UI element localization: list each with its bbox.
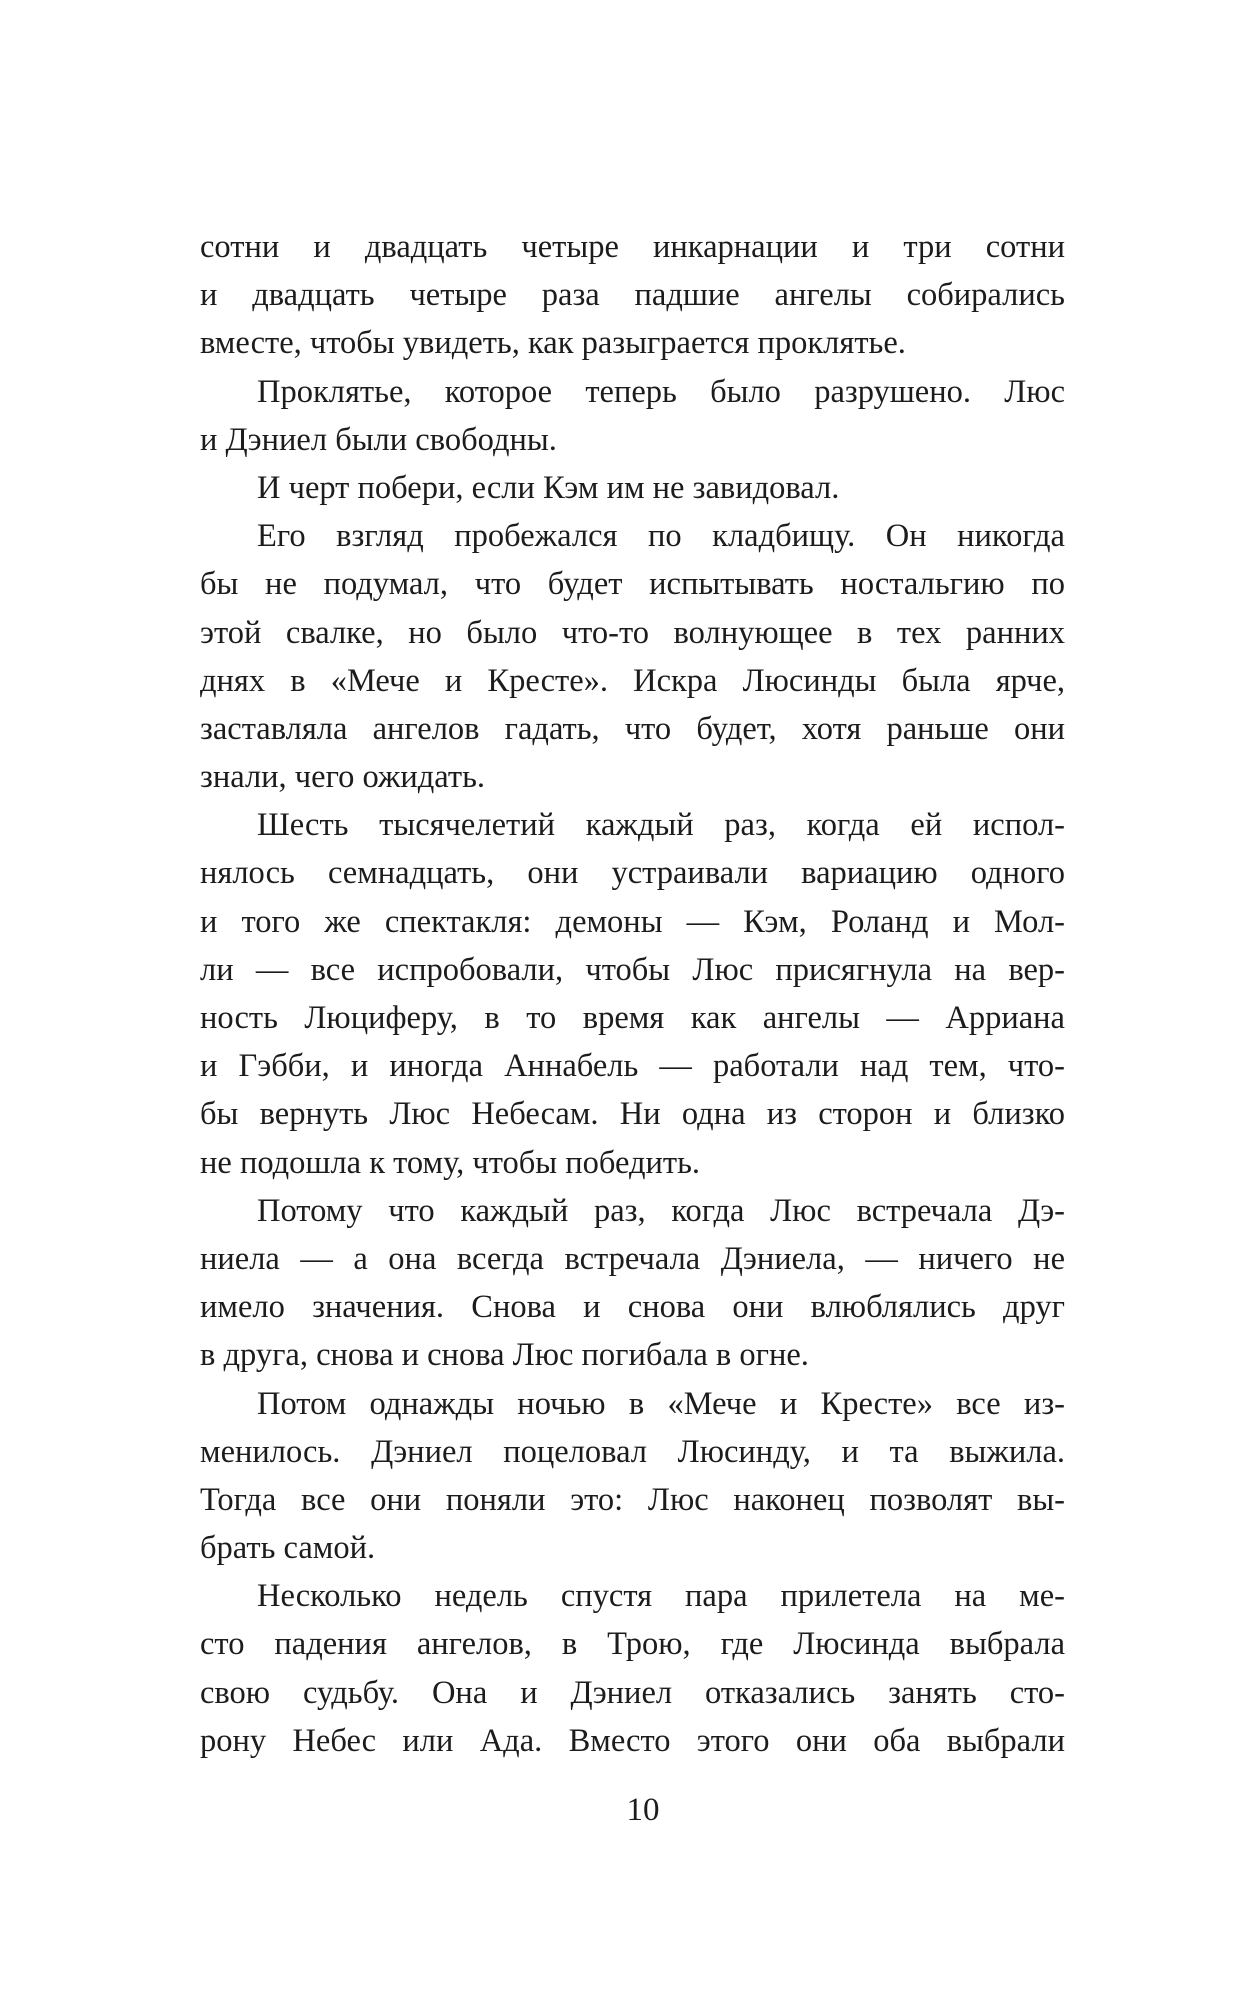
paragraph	[200, 464, 1065, 512]
text-line: Тогда все они поняли это: Люс наконец позволят вы-	[200, 1481, 1065, 1518]
text-line: сто падения ангелов, в Трою, где Люсинда выбрала	[200, 1626, 1065, 1663]
text-line: менилось. Дэниел поцеловал Люсинду, и та выжила.	[200, 1433, 1065, 1470]
text-line: Его взгляд пробежался по кладбищу. Он никогда	[257, 518, 1065, 555]
text-line: И черт побери, если Кэм им не завидовал.	[257, 469, 840, 506]
paragraph	[200, 223, 1065, 368]
text-line: и того же спектакля: демоны — Кэм, Роланд и Мол-	[200, 903, 1065, 940]
paragraph	[200, 1187, 1065, 1380]
text-line: в друга, снова и снова Люс погибала в огне.	[200, 1337, 809, 1374]
paragraph	[200, 1380, 1065, 1573]
text-line: рону Небес или Ада. Вместо этого они оба выбрали	[200, 1722, 1065, 1759]
text-line: брать самой.	[200, 1530, 376, 1567]
text-line: свою судьбу. Она и Дэниел отказались занять сто-	[200, 1674, 1065, 1711]
text-line: знали, чего ожидать.	[200, 759, 486, 796]
text-line: и двадцать четыре раза падшие ангелы собирались	[200, 277, 1065, 314]
text-line: ли — все испробовали, чтобы Люс присягнула на вер-	[200, 951, 1065, 988]
text-line: имело значения. Снова и снова они влюблялись друг	[200, 1289, 1065, 1326]
paragraph	[200, 368, 1065, 464]
text-line: бы не подумал, что будет испытывать ностальгию по	[200, 566, 1065, 603]
text-line: днях в «Мече и Кресте». Искра Люсинды была ярче,	[200, 662, 1065, 699]
text-line: бы вернуть Люс Небесам. Ни одна из сторон и близко	[200, 1096, 1065, 1133]
text-line: не подошла к тому, чтобы победить.	[200, 1144, 701, 1181]
body-text	[200, 223, 1065, 1765]
text-line: Потому что каждый раз, когда Люс встречала Дэ-	[257, 1192, 1065, 1229]
text-line: и Дэниел были свободны.	[200, 421, 557, 458]
text-line: Потом однажды ночью в «Мече и Кресте» все из-	[257, 1385, 1065, 1422]
text-line: Шесть тысячелетий каждый раз, когда ей испол-	[257, 807, 1065, 844]
text-line: Проклятье, которое теперь было разрушено. Люс	[257, 373, 1065, 410]
text-line: вместе, чтобы увидеть, как разыграется проклятье.	[200, 325, 906, 362]
text-line: Несколько недель спустя пара прилетела на ме-	[257, 1578, 1065, 1615]
text-line: заставляла ангелов гадать, что будет, хотя раньше они	[200, 710, 1065, 747]
text-line: этой свалке, но было что-то волнующее в тех ранних	[200, 614, 1065, 651]
text-line: и Гэбби, и иногда Аннабель — работали над тем, что-	[200, 1048, 1065, 1085]
paragraph	[200, 1572, 1065, 1765]
text-line: сотни и двадцать четыре инкарнации и три сотни	[200, 229, 1065, 265]
text-line: ность Люциферу, в то время как ангелы — Арриана	[200, 1000, 1065, 1036]
paragraph	[200, 801, 1065, 1187]
paragraph	[200, 512, 1065, 801]
text-line: нялось семнадцать, они устраивали вариацию одного	[200, 855, 1065, 892]
page-number: 10	[626, 1792, 660, 1828]
text-line: ниела — а она всегда встречала Дэниела, — ничего не	[200, 1240, 1065, 1277]
